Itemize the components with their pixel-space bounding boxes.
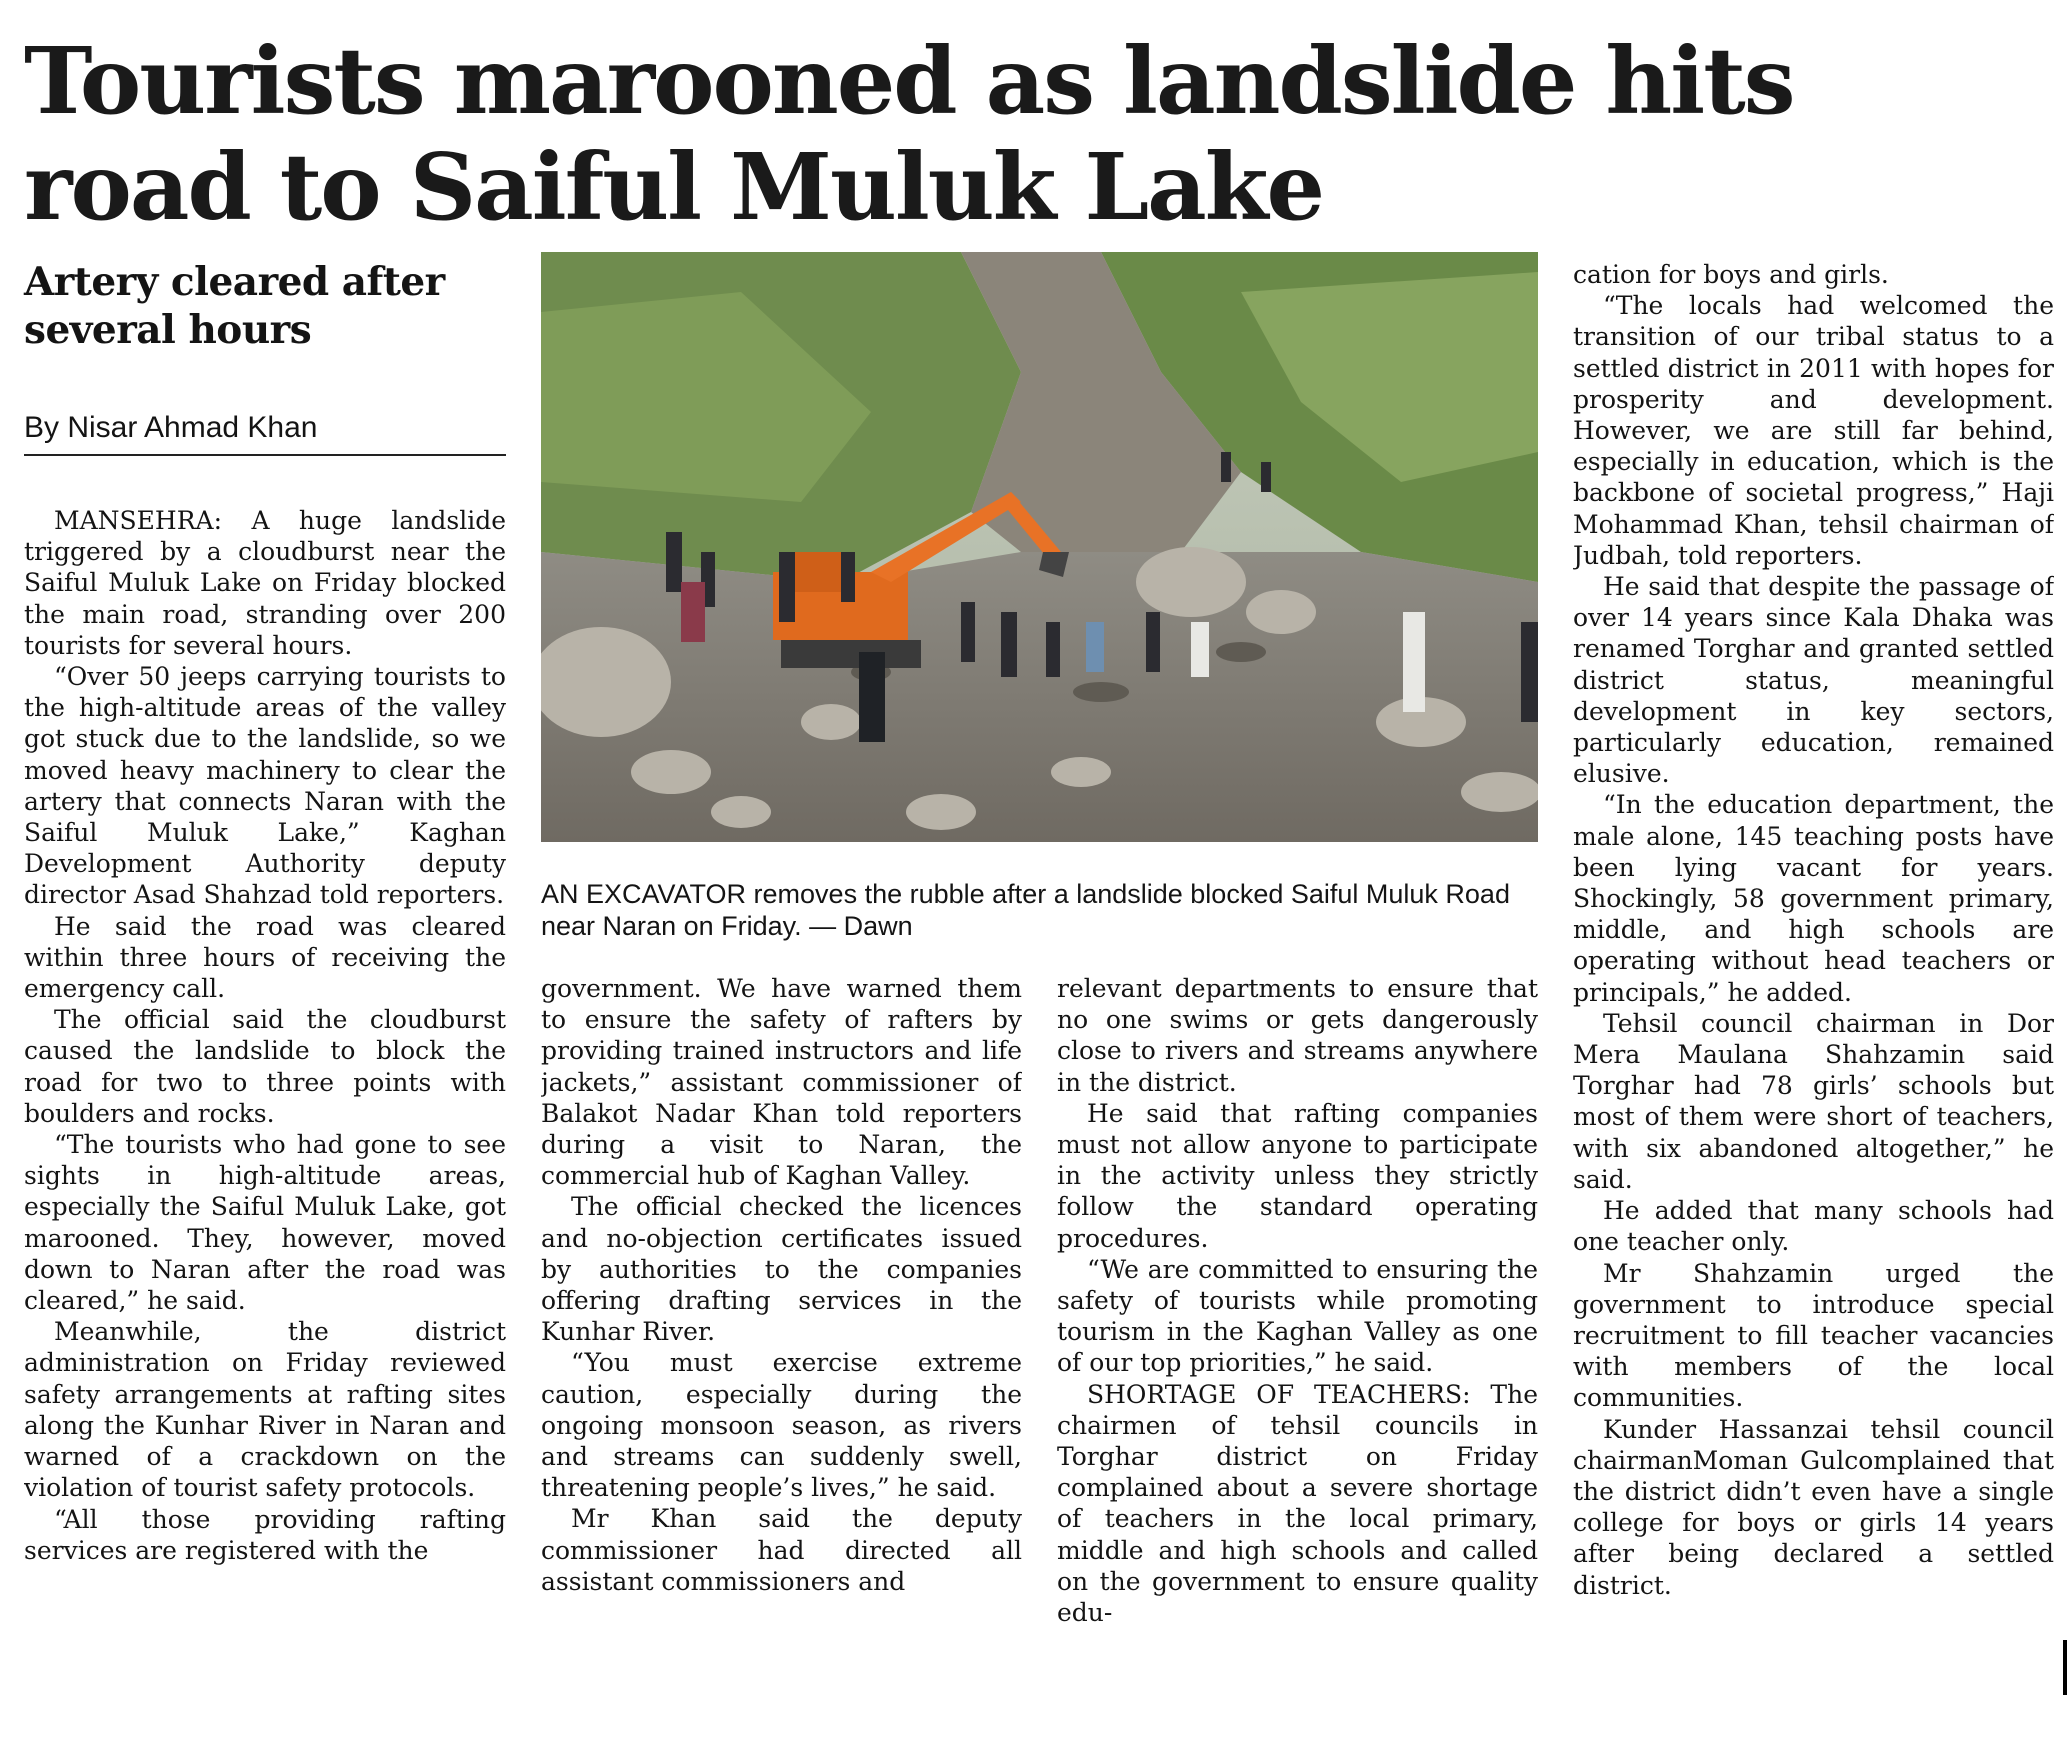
landslide-photo xyxy=(541,252,1538,842)
paragraph: cation for boys and girls. xyxy=(1573,260,1889,289)
paragraph: “We are committed to ensuring the safety of tourists while promoting tourism in the Kaghan Valley as one of our top priorities,” he said. xyxy=(1057,1254,1538,1378)
paragraph: He said that despite the passage of over 14 years since Kala Dhaka was renamed Torghar and granted settled district status, meaningful development in key sectors, particularly education, remained elusive. xyxy=(1573,572,2054,789)
paragraph: Meanwhile, the district administration on Friday reviewed safety arrangements at rafting sites along the Kunhar River in Naran and warned of a crackdown on the violation of tourist safety protocols. xyxy=(24,1317,506,1503)
byline: By Nisar Ahmad Khan xyxy=(24,408,506,456)
article-column-4 xyxy=(1573,259,2054,1730)
paragraph: The official checked the licences and no-objection certificates issued by authorities to the companies offering drafting services in the Kunhar River. xyxy=(541,1192,1022,1347)
subheadline: Artery cleared after several hours xyxy=(24,259,445,353)
paragraph: The official said the cloudburst caused the landslide to block the road for two to three points with boulders and rocks. xyxy=(24,1005,506,1128)
paragraph: Mr Khan said the deputy commissioner had directed all assistant commissioners and xyxy=(541,1504,1022,1596)
paragraph: He said the road was cleared within three hours of receiving the emergency call. xyxy=(24,911,506,1004)
paragraph: SHORTAGE OF TEACHERS: The chairmen of tehsil councils in Torghar district on Friday complained about a severe shortage of teachers in the local primary, middle and high schools and called on the government to ensure quality edu- xyxy=(1057,1379,1538,1628)
article-column-1 xyxy=(24,505,506,1730)
paragraph: He said that rafting companies must not allow anyone to participate in the activity unless they strictly follow the standard operating procedures. xyxy=(1057,1098,1538,1253)
paragraph: relevant departments to ensure that no one swims or gets dangerously close to rivers and streams anywhere in the district. xyxy=(1057,974,1538,1097)
paragraph: Kunder Hassanzai tehsil council chairmanMoman Gulcomplained that the district didn’t even have a single college for boys or girls 14 years after being declared a settled district. xyxy=(1573,1414,2054,1600)
paragraph: “The locals had welcomed the transition of our tribal status to a settled district in 2011 with hopes for prosperity and development. However, we are still far behind, especially in education, which is the backbone of societal progress,” Haji Mohammad Khan, tehsil chairman of Judbah, told reporters. xyxy=(1573,291,2054,570)
paragraph: MANSEHRA: A huge landslide triggered by a cloudburst near the Saiful Muluk Lake on Friday blocked the main road, stranding over 200 tourists for several hours. xyxy=(24,506,506,660)
paragraph: He added that many schools had one teacher only. xyxy=(1573,1196,2054,1257)
paragraph: “You must exercise extreme caution, especially during the ongoing monsoon season, as rivers and streams can suddenly swell, threatening people’s lives,” he said. xyxy=(541,1348,1022,1503)
article-column-3 xyxy=(1057,973,1538,1730)
article-column-2 xyxy=(541,973,1022,1730)
paragraph: “All those providing rafting services are registered with the xyxy=(24,1504,506,1565)
paragraph: “Over 50 jeeps carrying tourists to the high-altitude areas of the valley got stuck due to the landslide, so we moved heavy machinery to clear the artery that connects Naran with the Saiful Muluk Lake,” Kaghan Development Authority deputy director Asad Shahzad told reporters. xyxy=(24,662,506,910)
edge-rule xyxy=(2063,1640,2067,1695)
paragraph: “In the education department, the male alone, 145 teaching posts have been lying vacant for years. Shockingly, 58 government primary, middle, and high schools are operating without head teachers or principals,” he added. xyxy=(1573,790,2054,1007)
paragraph: government. We have warned them to ensure the safety of rafters by providing trained instructors and life jackets,” assistant commissioner of Balakot Nadar Khan told reporters during a visit to Naran, the commercial hub of Kaghan Valley. xyxy=(541,974,1022,1191)
paragraph: Tehsil council chairman in Dor Mera Maulana Shahzamin said Torghar had 78 girls’ schools but most of them were short of teachers, with six abandoned altogether,” he said. xyxy=(1573,1008,2054,1194)
photo-caption: AN EXCAVATOR removes the rubble after a landslide blocked Saiful Muluk Road near Naran on Friday. — Dawn xyxy=(541,879,1510,941)
paragraph: “The tourists who had gone to see sights in high-altitude areas, especially the Saiful Muluk Lake, got marooned. They, however, moved down to Naran after the road was cleared,” he said. xyxy=(24,1130,506,1316)
headline: Tourists marooned as landslide hits road to Saiful Muluk Lake xyxy=(24,27,1794,241)
paragraph: Mr Shahzamin urged the government to introduce special recruitment to fill teacher vacancies with members of the local communities. xyxy=(1573,1258,2054,1413)
excavator-landslide-image xyxy=(541,252,1538,842)
